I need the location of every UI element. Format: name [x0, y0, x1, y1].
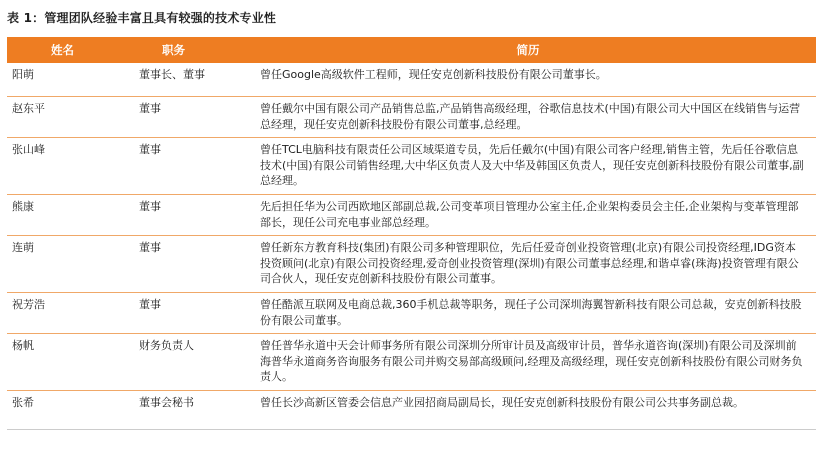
cell-name: 赵东平	[7, 97, 125, 138]
cell-name: 杨帆	[7, 334, 125, 391]
table-row	[7, 138, 816, 195]
cell-name: 张山峰	[7, 138, 125, 195]
management-team-table	[7, 37, 816, 430]
table-row	[7, 97, 816, 138]
cell-name: 张希	[7, 391, 125, 430]
cell-bio: 曾任新东方教育科技(集团)有限公司多种管理职位，先后任爱奇创业投资管理(北京)有限公司投资经理,IDG资本投资顾问(北京)有限公司投资经理,爱奇创业投资管理(深圳)有限公司董事总经理,和谐卓睿(珠海)投资管理有限公司合伙人，现任安克创新科技股份有限公司董事。	[240, 236, 816, 293]
cell-name: 阳萌	[7, 63, 125, 97]
cell-bio: 曾任TCL电脑科技有限责任公司区域渠道专员，先后任戴尔(中国)有限公司客户经理,销售主管，先后任谷歌信息技术(中国)有限公司销售经理,大中华区负责人及大中华及韩国区负责人，现任安克创新科技股份有限公司董事,副总经理。	[240, 138, 816, 195]
table-row	[7, 236, 816, 293]
cell-bio: 曾任普华永道中天会计师事务所有限公司深圳分所审计员及高级审计员，普华永道咨询(深圳)有限公司及深圳前海普华永道商务咨询服务有限公司并购交易部高级顾问,经理及高级经理，现任安克创新科技股份有限公司财务负责人。	[240, 334, 816, 391]
table-row	[7, 334, 816, 391]
cell-position: 财务负责人	[125, 334, 240, 391]
header-position: 职务	[125, 37, 240, 63]
table-header	[7, 37, 816, 63]
table-caption: 表 1：管理团队经验丰富且具有较强的技术专业性	[7, 11, 277, 25]
cell-name: 祝芳浩	[7, 293, 125, 334]
cell-bio: 曾任长沙高新区管委会信息产业园招商局副局长，现任安克创新科技股份有限公司公共事务副总裁。	[240, 391, 816, 430]
cell-name: 熊康	[7, 195, 125, 236]
cell-position: 董事	[125, 236, 240, 293]
cell-position: 董事	[125, 97, 240, 138]
header-bio: 简历	[240, 37, 816, 63]
cell-position: 董事长、董事	[125, 63, 240, 97]
cell-position: 董事	[125, 195, 240, 236]
cell-position: 董事会秘书	[125, 391, 240, 430]
table-row	[7, 391, 816, 430]
table-row	[7, 293, 816, 334]
cell-bio: 先后担任华为公司西欧地区部副总裁,公司变革项目管理办公室主任,企业架构委员会主任,企业架构与变革管理部部长，现任公司充电事业部总经理。	[240, 195, 816, 236]
cell-position: 董事	[125, 293, 240, 334]
cell-name: 连萌	[7, 236, 125, 293]
cell-bio: 曾任Google高级软件工程师，现任安克创新科技股份有限公司董事长。	[240, 63, 816, 97]
cell-position: 董事	[125, 138, 240, 195]
header-name: 姓名	[7, 37, 125, 63]
table-row	[7, 195, 816, 236]
cell-bio: 曾任戴尔中国有限公司产品销售总监,产品销售高级经理，谷歌信息技术(中国)有限公司大中国区在线销售与运营总经理，现任安克创新科技股份有限公司董事,总经理。	[240, 97, 816, 138]
cell-bio: 曾任酷派互联网及电商总裁,360手机总裁等职务，现任子公司深圳海翼智新科技有限公司总裁，安克创新科技股份有限公司董事。	[240, 293, 816, 334]
table-row	[7, 63, 816, 97]
